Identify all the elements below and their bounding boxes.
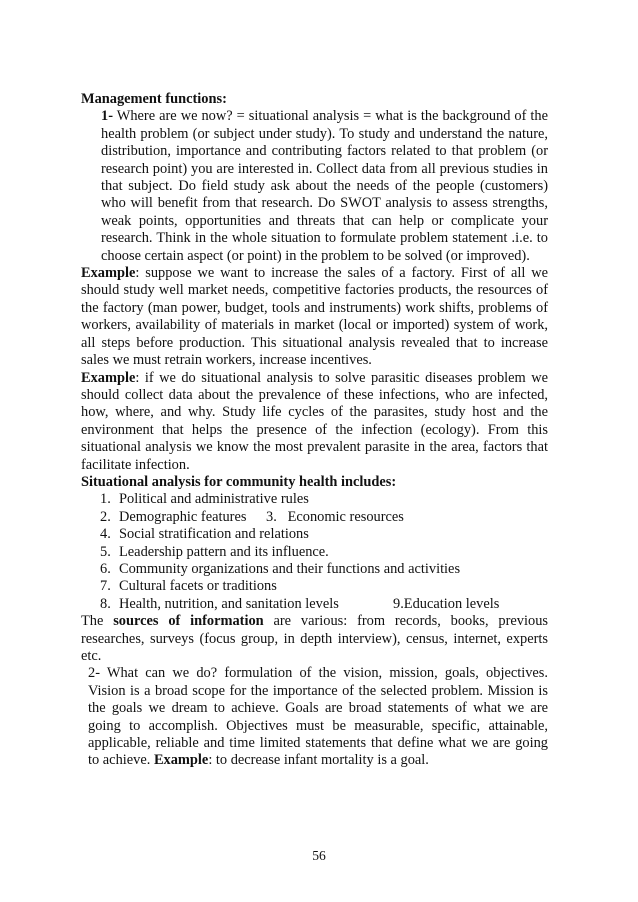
- list-item-number: 2.: [100, 508, 111, 525]
- sources-bold-text: sources of information: [113, 613, 264, 630]
- list-item-text: Leadership pattern and its influence.: [119, 543, 329, 560]
- example-3-text: : to decrease infant mortality is a goal.: [208, 752, 429, 769]
- example-3-label: Example: [153, 752, 209, 769]
- list-item: [81, 578, 548, 595]
- list-item-number: 7.: [100, 578, 111, 595]
- list-item-number: 8.: [100, 595, 111, 612]
- heading-situational-analysis: Situational analysis for community health includes:: [81, 473, 397, 490]
- sources-pre-text: The: [81, 613, 114, 630]
- paragraph-example-1: [81, 265, 548, 369]
- list-item-text: Community organizations and their functions and activities: [119, 560, 461, 577]
- list-item-text: Health, nutrition, and sanitation levels: [119, 595, 339, 612]
- list-item-secondary: [255, 509, 404, 526]
- paragraph-sources: [81, 613, 548, 665]
- paragraph-item-2: [88, 665, 548, 769]
- list-item-number: 6.: [100, 560, 111, 577]
- page-number: 56: [312, 848, 326, 863]
- item-1-number: 1-: [101, 108, 113, 125]
- list-item-text: Economic resources: [287, 508, 404, 525]
- list-item: [81, 561, 548, 578]
- list-item-number: 3.: [266, 508, 277, 525]
- item-2-text: 2- What can we do? formulation of the vision, mission, goals, objectives. Vision is a broad scope for the importance of the selected problem. Mission is the goals we dream to achieve. Goals are broad statements of what we are going to accomplish. Objectives must be measurable, specific, attainable, applicable, reliable and time limited statements that define what we are going to achieve.: [88, 665, 548, 769]
- page-content: [81, 91, 548, 770]
- heading-management-functions: Management functions:: [81, 91, 227, 107]
- list-item-text: Demographic features: [119, 508, 247, 525]
- list-item-number: 5.: [100, 543, 111, 560]
- list-item: [81, 509, 548, 526]
- example-1-label: Example: [81, 265, 136, 282]
- paragraph-example-2: [81, 370, 548, 474]
- list-item-number: 4.: [100, 526, 111, 543]
- list-item: [81, 544, 548, 561]
- list-item: [81, 596, 548, 613]
- example-2-text: : if we do situational analysis to solve parasitic diseases problem we should collect data about the prevalence of these infections, who are infected, how, where, and why. Study life cycles of the parasites, study host and the environment that helps the presence of the infection (ecology). From this situational analysis we know the most prevalent parasite in the area, factors that facilitate infection.: [81, 369, 548, 473]
- list-item-text: Social stratification and relations: [119, 526, 309, 543]
- example-2-label: Example: [81, 369, 136, 386]
- item-1-text: Where are we now? = situational analysis = what is the background of the health problem (or subject under study). To study and understand the nature, distribution, importance and contributing factors related to that problem (or research point) you are interested in. Collect data from all previous studies in that subject. Do field study ask about the needs of the people (customers) who will benefit from that research. Do SWOT analysis to assess strengths, weak points, opportunities and threats that can help or complicate your research. Think in the whole situation to formulate problem statement .i.e. to choose certain aspect (or point) in the problem to be solved (or improved).: [101, 108, 548, 264]
- list-item: [81, 526, 548, 543]
- paragraph-item-1: [101, 108, 548, 265]
- list-item: [81, 491, 548, 508]
- list-item-text: Cultural facets or traditions: [119, 578, 277, 595]
- list-item-number: 1.: [100, 491, 111, 508]
- community-health-list: [81, 491, 548, 613]
- example-1-text: : suppose we want to increase the sales of a factory. First of all we should study well market needs, competitive factories products, the resources of the factory (man power, budget, tools and instruments) work shifts, problems of workers, availability of materials in market (local or imported) system of work, all steps before production. This situational analysis revealed that to increase sales we must retrain workers, increase incentives.: [81, 265, 548, 369]
- sources-post-text: are various: from records, books, previous researches, surveys (focus group, in depth interview), census, internet, experts etc.: [81, 613, 548, 664]
- list-item-text: Political and administrative rules: [119, 491, 309, 508]
- list-item-secondary: 9.Education levels: [393, 595, 500, 612]
